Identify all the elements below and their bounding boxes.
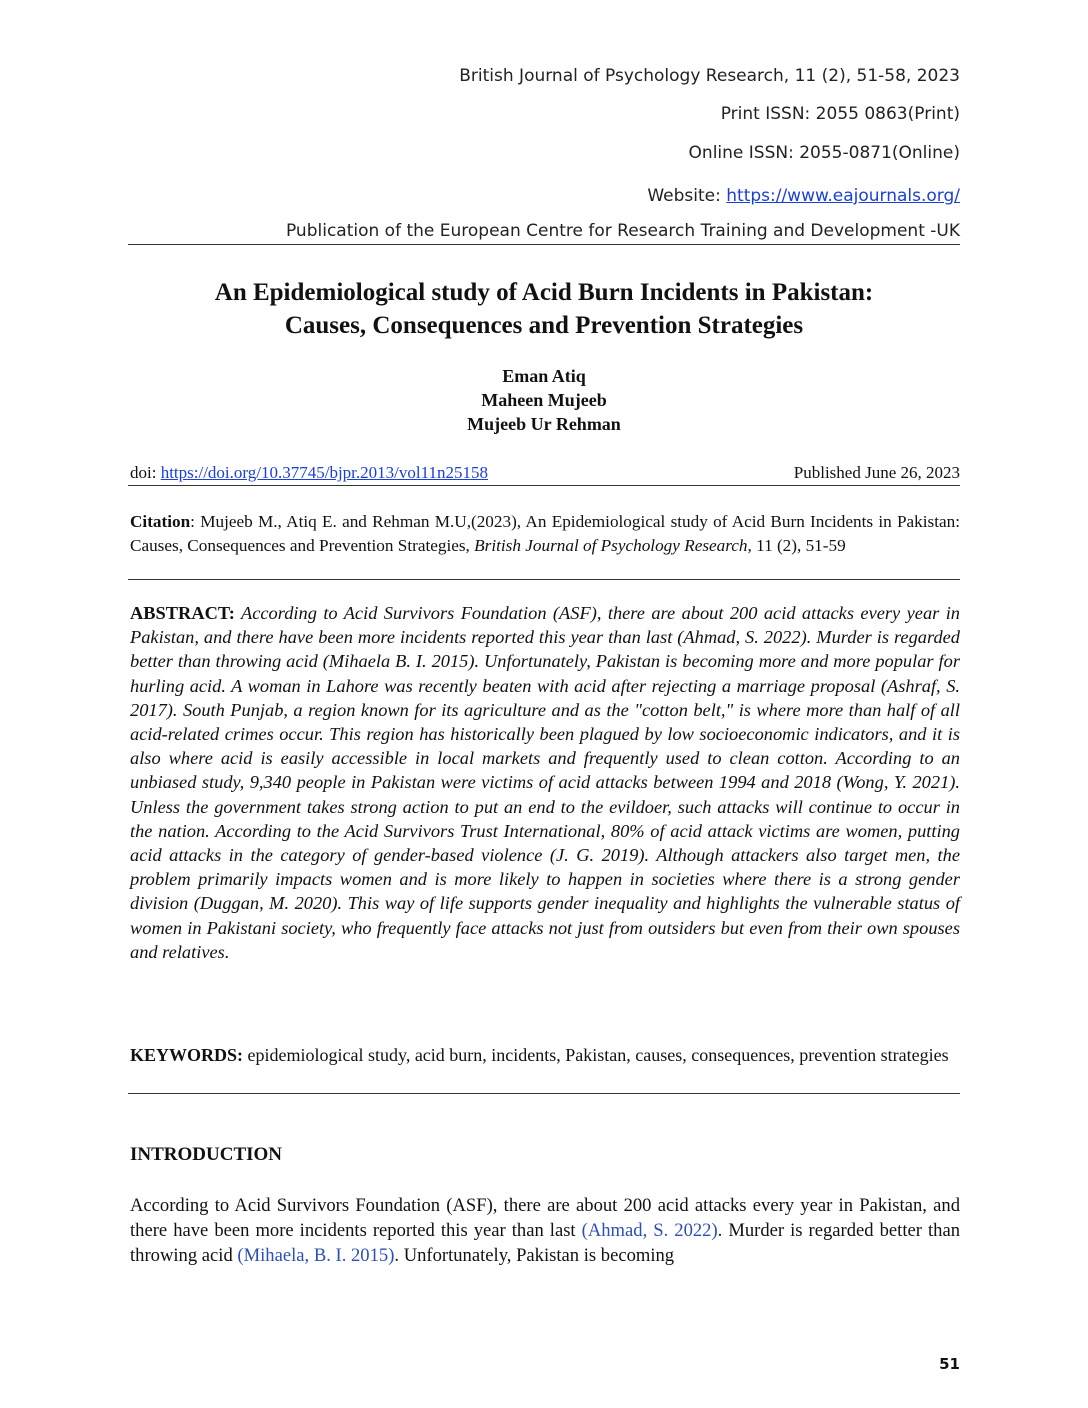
- published-date: Published June 26, 2023: [793, 463, 960, 482]
- website-label: Website:: [647, 186, 727, 206]
- author-name: Eman Atiq: [502, 366, 586, 386]
- online-issn: Online ISSN: 2055-0871(Online): [688, 143, 960, 163]
- citation: [130, 510, 960, 557]
- author-name: Mujeeb Ur Rehman: [467, 414, 621, 434]
- website-link[interactable]: https://www.eajournals.org/: [726, 186, 960, 206]
- reference-link[interactable]: (Ahmad, S. 2022): [581, 1220, 718, 1241]
- intro-text: . Unfortunately, Pakistan is becoming: [394, 1245, 675, 1266]
- citation-text: : Mujeeb M., Atiq E. and Rehman M.U,(2023), An Epidemiological study of Acid Burn Incidents in Pakistan: Causes, Consequences and Prevention Strategies,: [130, 512, 960, 555]
- citation-divider: [128, 579, 960, 580]
- section-heading: INTRODUCTION: [130, 1144, 283, 1165]
- introduction-paragraph: [130, 1193, 960, 1268]
- keywords-text: epidemiological study, acid burn, incidents, Pakistan, causes, consequences, prevention strategies: [247, 1045, 949, 1065]
- intro-text: . Murder is regarded better than throwing acid: [130, 1220, 960, 1266]
- citation-journal: British Journal of Psychology Research: [474, 535, 748, 555]
- keywords-divider: [128, 1093, 960, 1094]
- author-list: [0, 364, 1088, 436]
- publisher-line: Publication of the European Centre for Research Training and Development -UK: [285, 221, 960, 241]
- keywords-label: KEYWORDS:: [130, 1045, 244, 1065]
- doi-link[interactable]: https://doi.org/10.37745/bjpr.2013/vol11n25158: [160, 463, 488, 482]
- doi-divider: [128, 485, 960, 486]
- header-divider: [128, 244, 960, 245]
- page-number: 51: [939, 1355, 960, 1373]
- intro-text: According to Acid Survivors Foundation (ASF), there are about 200 acid attacks every year in Pakistan, and there have been more incidents reported this year than last: [130, 1195, 960, 1241]
- abstract-label: ABSTRACT:: [130, 603, 235, 623]
- abstract-text: According to Acid Survivors Foundation (ASF), there are about 200 acid attacks every year in Pakistan, and there have been more incidents reported this year than last (Ahmad, S. 2022). Murder is regarded better than throwing acid (Mihaela B. I. 2015). Unfortunately, Pakistan is becoming more and more popular for hurling acid. A woman in Lahore was recently beaten with acid after rejecting a marriage proposal (Ashraf, S. 2017). South Punjab, a region known for its agriculture and as the "cotton belt," is where more than half of all acid-related crimes occur. This region has historically been plagued by low socioeconomic indicators, and it is also where acid is easily accessible in local markets and frequently used to clean cotton. According to an unbiased study, 9,340 people in Pakistan were victims of acid attacks between 1994 and 2018 (Wong, Y. 2021). Unless the government takes strong action to put an end to the evildoer, such attacks will continue to occur in the nation. According to the Acid Survivors Trust International, 80% of acid attack victims are women, putting acid attacks in the category of gender-based violence (J. G. 2019). Although attackers also target men, the problem primarily impacts women and is more likely to happen in societies where there is a strong gender division (Duggan, M. 2020). This way of life supports gender inequality and highlights the vulnerable status of women in Pakistani society, who frequently face attacks not just from outsiders but even from their own spouses and relatives.: [130, 603, 961, 962]
- reference-link[interactable]: (Mihaela, B. I. 2015): [237, 1245, 395, 1266]
- author-name: Maheen Mujeeb: [481, 390, 607, 410]
- citation-label: Citation: [130, 512, 191, 531]
- paper-title: [100, 276, 988, 342]
- print-issn: Print ISSN: 2055 0863(Print): [720, 104, 960, 124]
- keywords: [130, 1043, 960, 1067]
- website-line: [647, 186, 960, 206]
- journal-info: British Journal of Psychology Research, 11 (2), 51-58, 2023: [459, 66, 960, 86]
- title-line-2: Causes, Consequences and Prevention Strategies: [284, 312, 804, 339]
- doi-row: [130, 463, 960, 483]
- doi-label: doi:: [130, 463, 161, 482]
- title-line-1: An Epidemiological study of Acid Burn Incidents in Pakistan:: [214, 279, 874, 306]
- citation-tail: , 11 (2), 51-59: [747, 535, 846, 555]
- abstract: [130, 601, 960, 964]
